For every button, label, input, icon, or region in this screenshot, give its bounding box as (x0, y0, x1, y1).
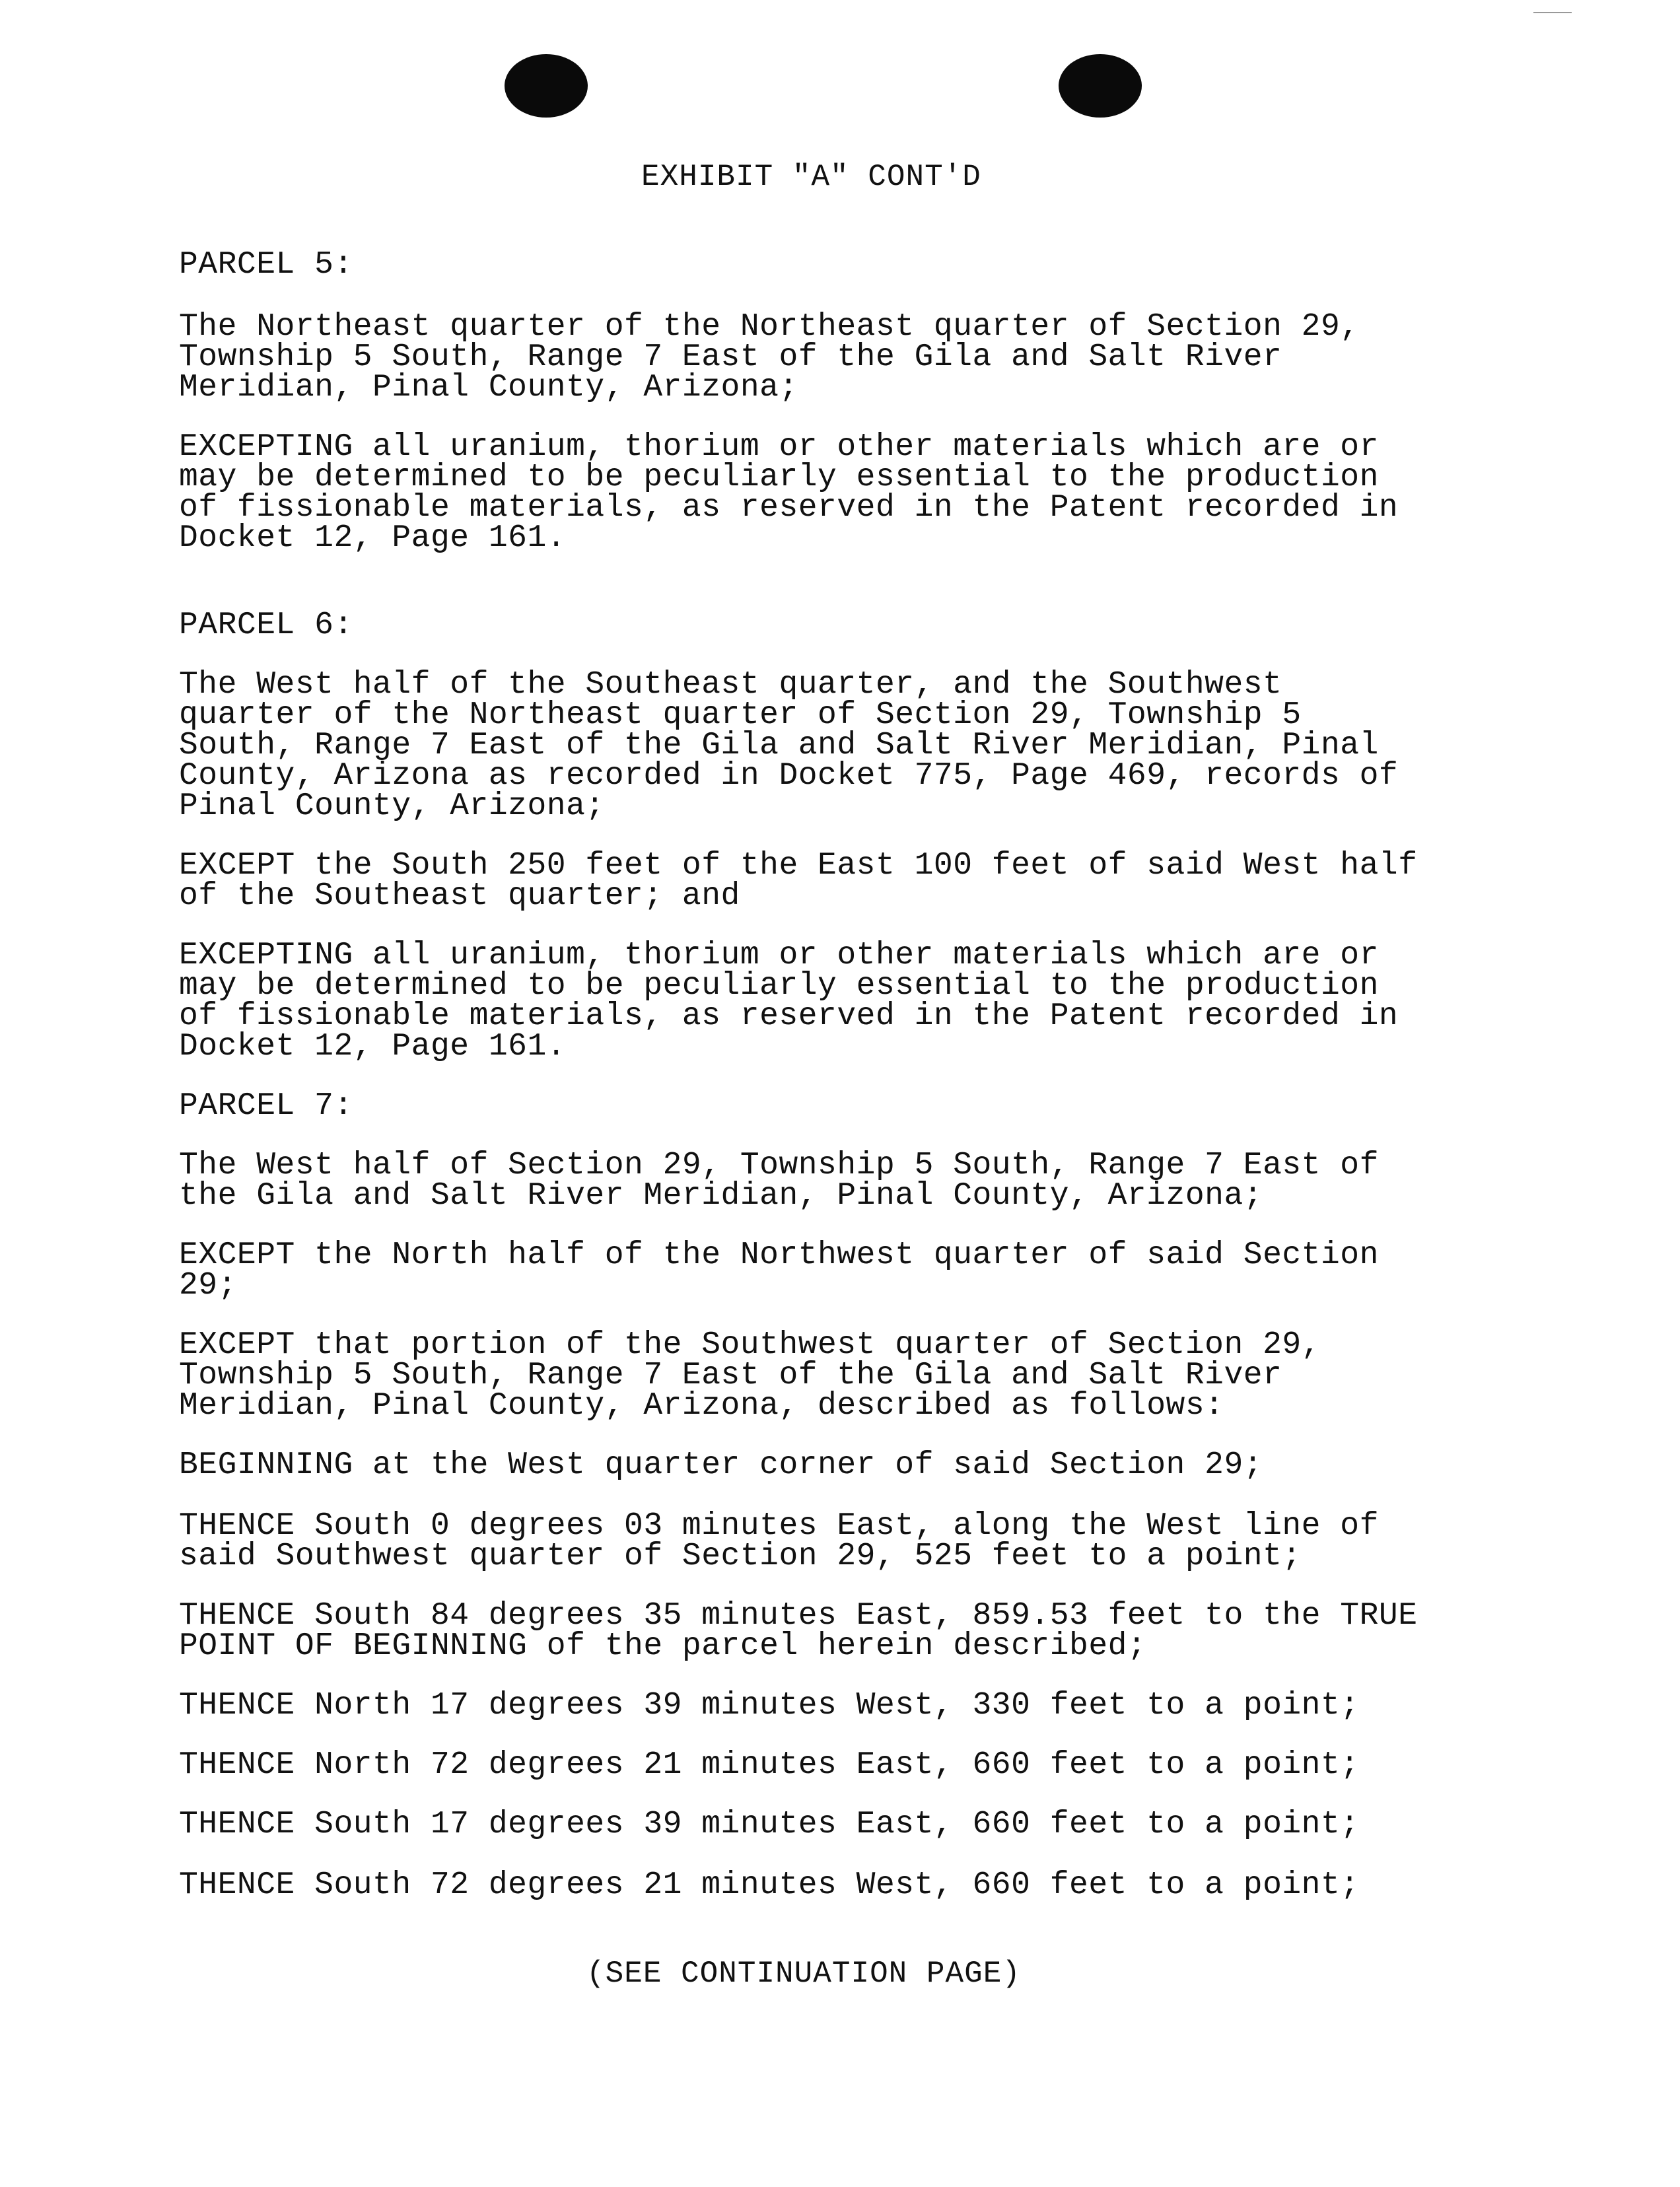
parcel-6-exception-area: EXCEPT the South 250 feet of the East 100 feet of said West half of the Southeast quarter; and (179, 848, 1418, 914)
scan-mark (1533, 12, 1572, 13)
legal-course: THENCE North 17 degrees 39 minutes West, 330 feet to a point; (179, 1688, 1360, 1723)
legal-course: THENCE South 84 degrees 35 minutes East, 859.53 feet to the TRUE POINT OF BEGINNING of the parcel herein described; (179, 1598, 1418, 1664)
parcel-5-exception-minerals: EXCEPTING all uranium, thorium or other materials which are or may be determined to be peculiarly essential to the production of fissionable materials, as reserved in the Patent recorded in Docket 12, Page 161. (179, 429, 1399, 556)
parcel-7-exception-north-half: EXCEPT the North half of the Northwest quarter of said Section 29; (179, 1237, 1379, 1303)
parcel-7-heading: PARCEL 7: (179, 1088, 353, 1124)
legal-course: THENCE South 0 degrees 03 minutes East, along the West line of said Southwest quarter of Section 29, 525 feet to a point; (179, 1508, 1379, 1574)
parcel-5-heading: PARCEL 5: (179, 247, 353, 283)
parcel-7-description: The West half of Section 29, Township 5 South, Range 7 East of the Gila and Salt River Meridian, Pinal County, Arizona; (179, 1148, 1379, 1214)
document-page (179, 0, 1500, 2187)
legal-course: THENCE South 72 degrees 21 minutes West, 660 feet to a point; (179, 1867, 1360, 1903)
legal-course: THENCE South 17 degrees 39 minutes East, 660 feet to a point; (179, 1807, 1360, 1842)
parcel-7-exception-portion: EXCEPT that portion of the Southwest quarter of Section 29, Township 5 South, Range 7 East of the Gila and Salt River Meridian, Pinal County, Arizona, described as follows: (179, 1327, 1321, 1424)
legal-course: THENCE North 72 degrees 21 minutes East, 660 feet to a point; (179, 1747, 1360, 1783)
parcel-6-heading: PARCEL 6: (179, 608, 353, 643)
legal-beginning: BEGINNING at the West quarter corner of said Section 29; (179, 1447, 1263, 1483)
parcel-6-description: The West half of the Southeast quarter, and the Southwest quarter of the Northeast quarter of Section 29, Township 5 South, Range 7 East of the Gila and Salt River Meridian, Pinal County, Arizona as recorded in Docket 775, Page 469, records of Pinal County, Arizona; (179, 667, 1399, 824)
continuation-note: (SEE CONTINUATION PAGE) (586, 1957, 1021, 1991)
parcel-6-exception-minerals: EXCEPTING all uranium, thorium or other materials which are or may be determined to be peculiarly essential to the production of fissionable materials, as reserved in the Patent recorded in Docket 12, Page 161. (179, 938, 1399, 1064)
page-title: EXHIBIT "A" CONT'D (641, 160, 981, 194)
parcel-5-description: The Northeast quarter of the Northeast quarter of Section 29, Township 5 South, Range 7 East of the Gila and Salt River Meridian, Pinal County, Arizona; (179, 309, 1360, 405)
